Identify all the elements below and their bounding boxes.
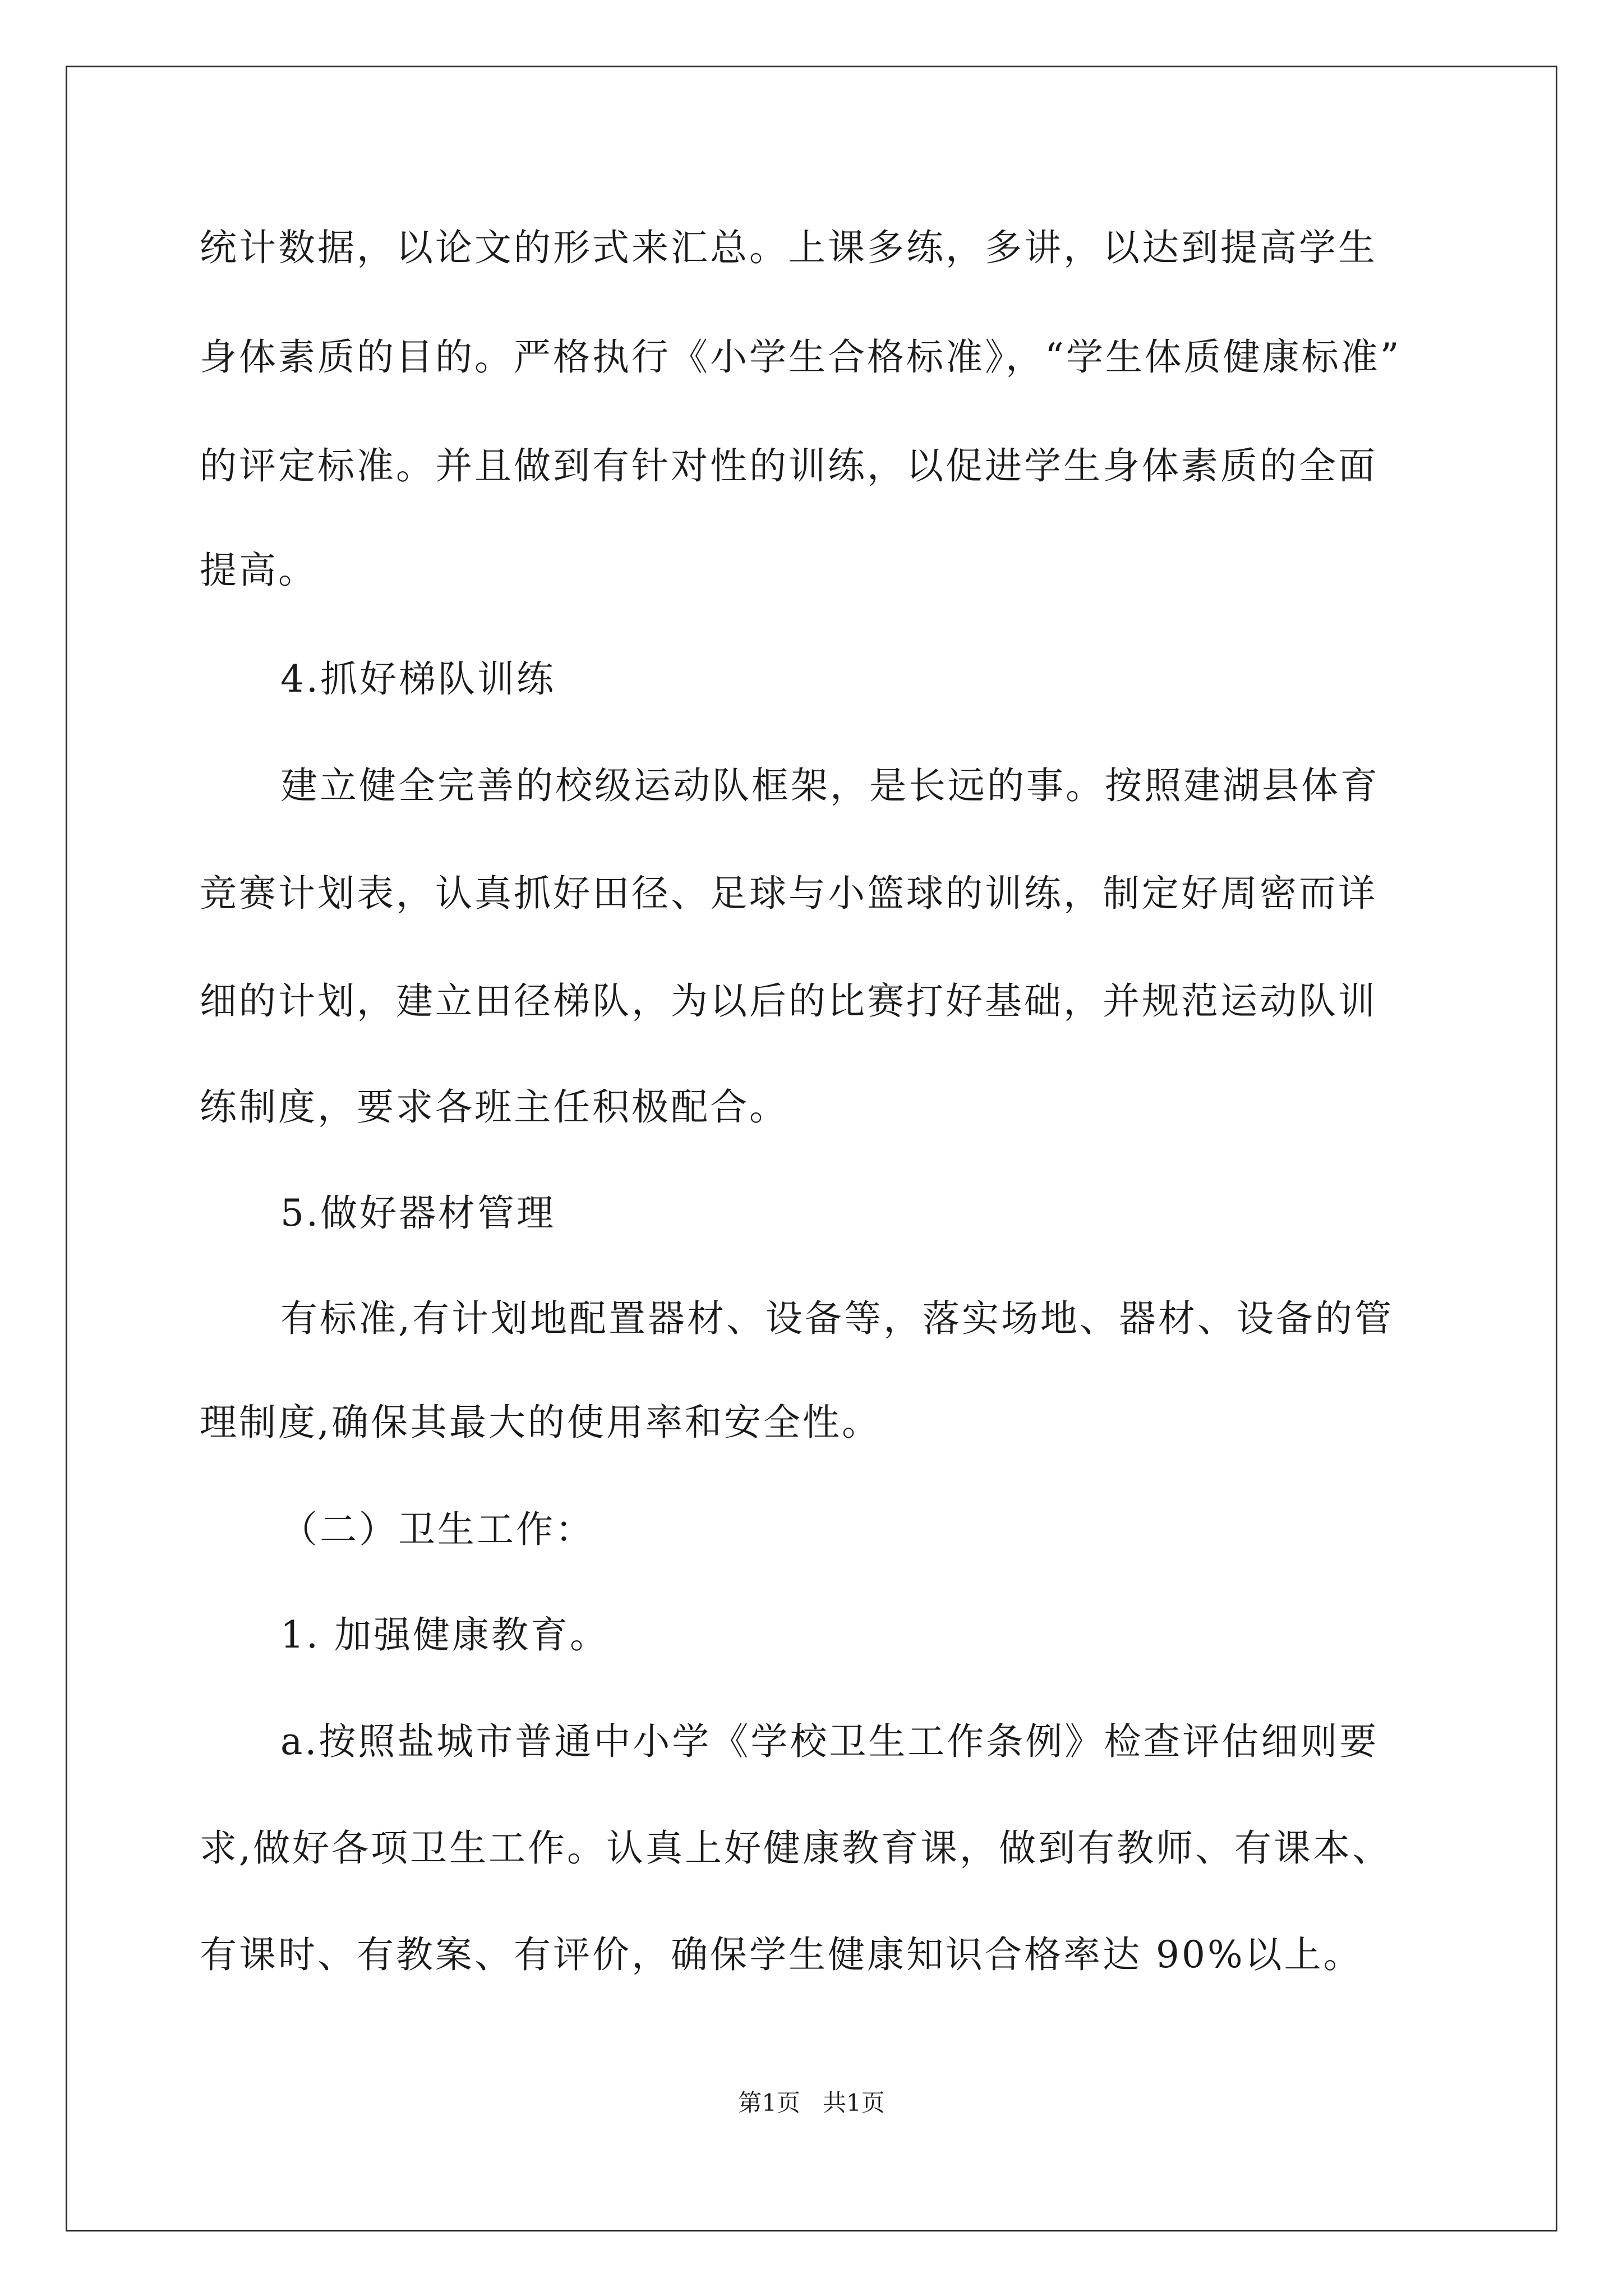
body-line-9: 练制度，要求各班主任积极配合。: [200, 1085, 789, 1129]
section-heading-4: 4.抓好梯队训练: [280, 657, 556, 701]
body-line-4: 提高。: [200, 549, 317, 592]
body-line-3: 的评定标准。并且做到有针对性的训练，以促进学生身体素质的全面: [200, 444, 1377, 487]
body-line-7: 竞赛计划表，认真抓好田径、足球与小篮球的训练，制定好周密而详: [200, 872, 1377, 915]
subsection-heading-1: 1. 加强健康教育。: [280, 1613, 609, 1657]
body-line-11: 有标准,有计划地配置器材、设备等，落实场地、器材、设备的管: [280, 1297, 1394, 1340]
body-line-8: 细的计划，建立田径梯队，为以后的比赛打好基础，并规范运动队训: [200, 979, 1377, 1023]
body-line-12: 理制度,确保其最大的使用率和安全性。: [200, 1401, 881, 1444]
section-heading-hygiene: （二）卫生工作：: [280, 1508, 594, 1551]
body-line-16: 求,做好各项卫生工作。认真上好健康教育课，做到有教师、有课本、: [200, 1826, 1391, 1870]
section-heading-5: 5.做好器材管理: [280, 1191, 556, 1235]
page-footer: 第1页 共1页: [738, 2089, 885, 2116]
body-line-1: 统计数据，以论文的形式来汇总。上课多练，多讲，以达到提高学生: [200, 226, 1377, 269]
body-line-2: 身体素质的目的。严格执行《小学生合格标准》，“学生体质健康标准”: [200, 335, 1401, 379]
body-line-17: 有课时、有教案、有评价，确保学生健康知识合格率达 90%以上。: [200, 1933, 1363, 1976]
page-border: [66, 66, 1557, 2231]
body-line-15: a.按照盐城市普通中小学《学校卫生工作条例》检查评估细则要: [280, 1720, 1379, 1763]
body-line-6: 建立健全完善的校级运动队框架，是长远的事。按照建湖县体育: [280, 764, 1380, 807]
